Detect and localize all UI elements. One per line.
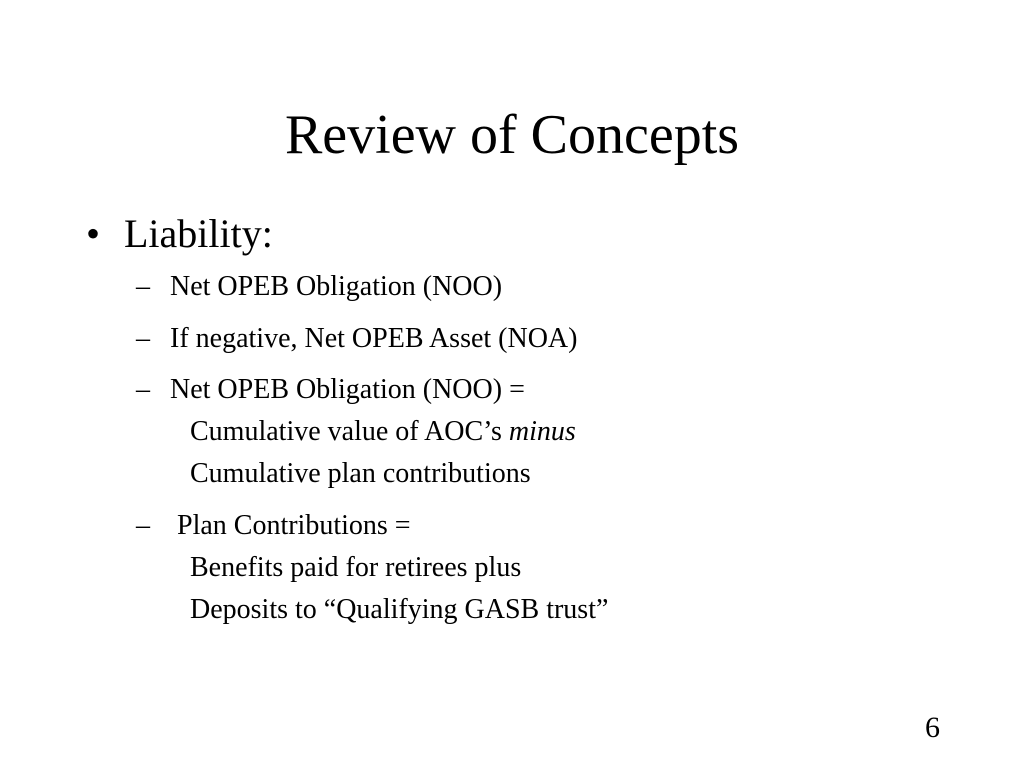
sub-item-line-3: Deposits to “Qualifying GASB trust”: [190, 594, 609, 625]
page-number: 6: [925, 711, 940, 744]
dash-marker: –: [136, 510, 150, 541]
dash-marker: –: [136, 374, 150, 405]
sub-item-text: Plan Contributions =: [170, 510, 411, 541]
sub-item-text: Net OPEB Obligation (NOO): [170, 271, 503, 302]
line-text: Cumulative value of AOC’s: [190, 416, 509, 447]
bullet-marker: •: [86, 211, 101, 256]
slide-title: Review of Concepts: [284, 104, 740, 166]
sub-item-line-2: [136, 411, 576, 453]
sub-item-plan-contributions: [136, 505, 608, 631]
emphasis-minus: minus: [508, 416, 576, 447]
bullet-liability: [86, 210, 273, 258]
sub-item-noo: [136, 266, 502, 308]
sub-item-noa: [136, 318, 577, 360]
sub-item-text: If negative, Net OPEB Asset (NOA): [170, 323, 578, 354]
bullet-text: Liability:: [124, 211, 273, 256]
sub-item-line-3: Cumulative plan contributions: [190, 458, 531, 489]
dash-marker: –: [136, 271, 150, 302]
sub-item-line-2: Benefits paid for retirees plus: [190, 552, 522, 583]
sub-item-noo-definition: [136, 369, 576, 495]
sub-item-text: Net OPEB Obligation (NOO) =: [170, 374, 525, 405]
dash-marker: –: [136, 323, 150, 354]
